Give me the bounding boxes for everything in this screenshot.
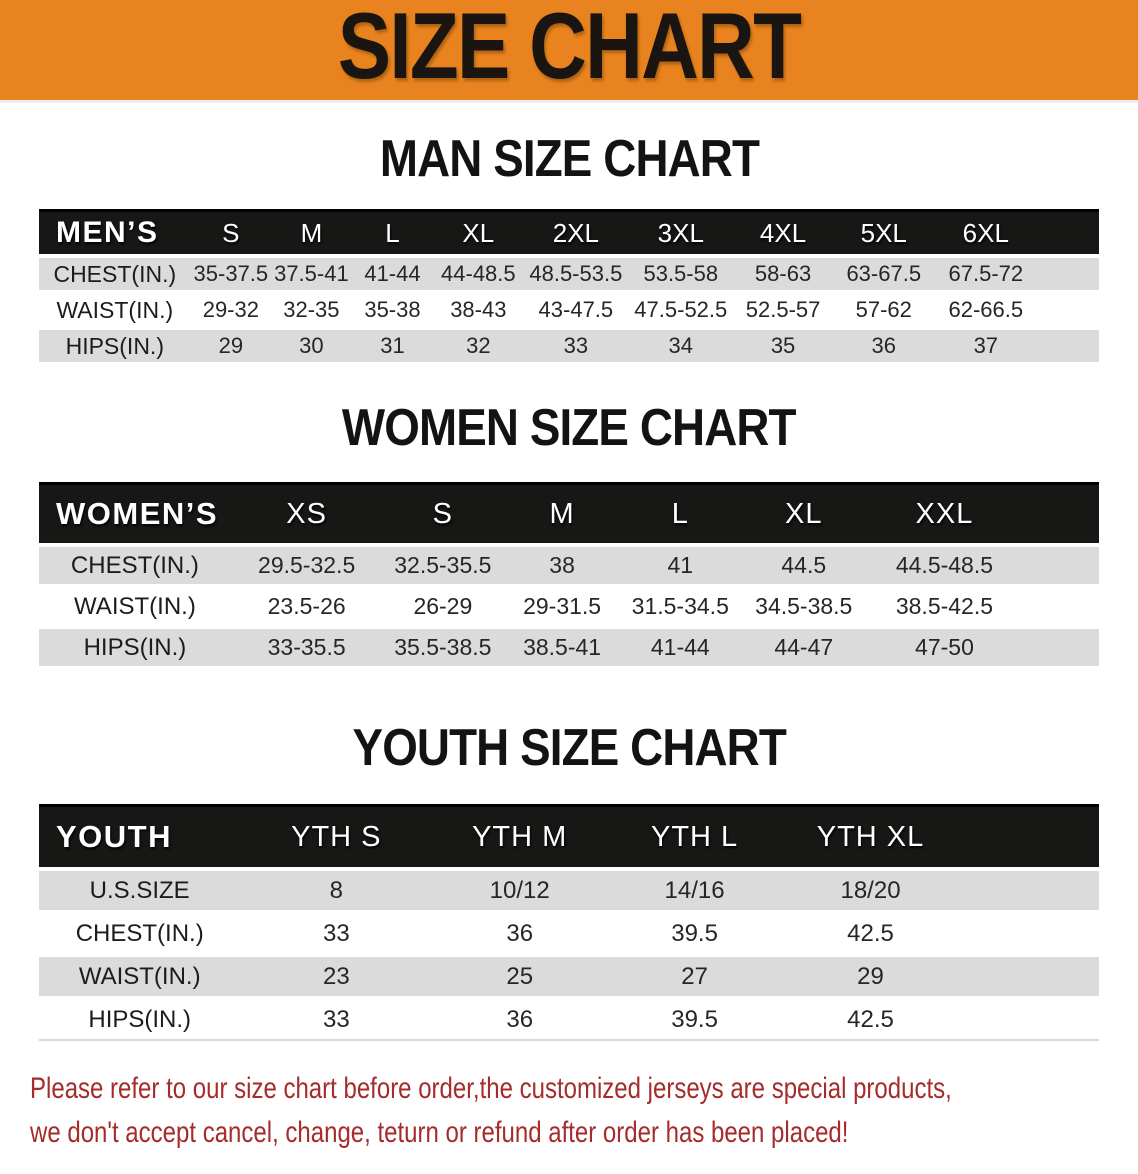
row-label: U.S.SIZE — [39, 871, 240, 914]
measurement-value: 38 — [503, 547, 621, 588]
measurement-value: 35.5-38.5 — [382, 629, 503, 670]
youth-size-table — [39, 804, 1099, 1041]
measurement-value: 39.5 — [607, 1000, 782, 1041]
measurement-value: 53.5-58 — [628, 258, 733, 294]
measurement-value: 35 — [733, 330, 833, 366]
measurement-value: 8 — [240, 871, 432, 914]
women-title-wrap — [0, 399, 1138, 457]
size-header-row — [39, 209, 1099, 258]
measurement-row — [39, 588, 1099, 629]
measurement-value: 62-66.5 — [935, 294, 1099, 330]
measurement-value: 34.5-38.5 — [740, 588, 868, 629]
measurement-value: 14/16 — [607, 871, 782, 914]
row-label: HIPS(IN.) — [39, 330, 191, 366]
section-men — [0, 130, 1138, 366]
size-column-header: 5XL — [833, 209, 935, 258]
size-column-header: YTH XL — [782, 804, 1099, 871]
table-group-label: WOMEN’S — [39, 482, 231, 547]
measurement-row — [39, 957, 1099, 1000]
measurement-value: 43-47.5 — [523, 294, 628, 330]
measurement-value: 33-35.5 — [231, 629, 383, 670]
row-label: CHEST(IN.) — [39, 547, 231, 588]
size-column-header: M — [503, 482, 621, 547]
measurement-value: 36 — [833, 330, 935, 366]
size-column-header: M — [271, 209, 352, 258]
measurement-value: 44.5-48.5 — [868, 547, 1099, 588]
measurement-row — [39, 871, 1099, 914]
measurement-value: 29 — [782, 957, 1099, 1000]
measurement-value: 33 — [240, 914, 432, 957]
measurement-value: 18/20 — [782, 871, 1099, 914]
measurement-value: 42.5 — [782, 914, 1099, 957]
size-column-header: S — [191, 209, 272, 258]
size-column-header: S — [382, 482, 503, 547]
size-column-header: 3XL — [628, 209, 733, 258]
measurement-value: 38-43 — [433, 294, 523, 330]
measurement-value: 44.5 — [740, 547, 868, 588]
row-label: CHEST(IN.) — [39, 914, 240, 957]
measurement-value: 10/12 — [432, 871, 607, 914]
size-column-header: 2XL — [523, 209, 628, 258]
measurement-row — [39, 547, 1099, 588]
order-note-line-1: Please refer to our size chart before order,the customized jerseys are special products, — [30, 1072, 952, 1105]
measurement-value: 42.5 — [782, 1000, 1099, 1041]
size-column-header: XXL — [868, 482, 1099, 547]
measurement-value: 25 — [432, 957, 607, 1000]
measurement-value: 35-38 — [352, 294, 434, 330]
measurement-value: 37.5-41 — [271, 258, 352, 294]
order-note-line-2: we don't accept cancel, change, teturn or refund after order has been placed! — [30, 1115, 849, 1149]
measurement-value: 52.5-57 — [733, 294, 833, 330]
measurement-value: 29.5-32.5 — [231, 547, 383, 588]
measurement-value: 32 — [433, 330, 523, 366]
size-column-header: XL — [433, 209, 523, 258]
measurement-value: 35-37.5 — [191, 258, 272, 294]
measurement-value: 29-32 — [191, 294, 272, 330]
table-group-label: MEN’S — [39, 209, 191, 258]
size-column-header: L — [352, 209, 434, 258]
measurement-value: 31 — [352, 330, 434, 366]
measurement-value: 31.5-34.5 — [621, 588, 740, 629]
size-column-header: XS — [231, 482, 383, 547]
measurement-value: 36 — [432, 1000, 607, 1041]
men-section-title: MAN SIZE CHART — [379, 130, 759, 188]
men-title-wrap — [0, 130, 1138, 188]
measurement-row — [39, 294, 1099, 330]
measurement-value: 38.5-42.5 — [868, 588, 1099, 629]
size-header-row — [39, 482, 1099, 547]
measurement-value: 47-50 — [868, 629, 1099, 670]
row-label: HIPS(IN.) — [39, 1000, 240, 1041]
measurement-value: 58-63 — [733, 258, 833, 294]
measurement-value: 29-31.5 — [503, 588, 621, 629]
row-label: HIPS(IN.) — [39, 629, 231, 670]
size-column-header: YTH S — [240, 804, 432, 871]
measurement-value: 48.5-53.5 — [523, 258, 628, 294]
measurement-value: 41-44 — [621, 629, 740, 670]
order-note — [30, 1067, 1138, 1154]
measurement-row — [39, 629, 1099, 670]
measurement-row — [39, 330, 1099, 366]
measurement-value: 37 — [935, 330, 1099, 366]
measurement-value: 44-47 — [740, 629, 868, 670]
measurement-value: 39.5 — [607, 914, 782, 957]
measurement-row — [39, 258, 1099, 294]
measurement-row — [39, 914, 1099, 957]
measurement-value: 32.5-35.5 — [382, 547, 503, 588]
measurement-value: 67.5-72 — [935, 258, 1099, 294]
measurement-value: 30 — [271, 330, 352, 366]
measurement-value: 57-62 — [833, 294, 935, 330]
youth-title-wrap — [0, 719, 1138, 777]
women-section-title: WOMEN SIZE CHART — [342, 399, 796, 457]
page-title: SIZE CHART — [337, 0, 801, 98]
measurement-value: 38.5-41 — [503, 629, 621, 670]
row-label: WAIST(IN.) — [39, 588, 231, 629]
measurement-value: 23 — [240, 957, 432, 1000]
row-label: WAIST(IN.) — [39, 294, 191, 330]
measurement-value: 33 — [240, 1000, 432, 1041]
section-youth — [0, 719, 1138, 1041]
row-label: WAIST(IN.) — [39, 957, 240, 1000]
measurement-value: 63-67.5 — [833, 258, 935, 294]
measurement-value: 33 — [523, 330, 628, 366]
size-column-header: YTH M — [432, 804, 607, 871]
measurement-row — [39, 1000, 1099, 1041]
table-group-label: YOUTH — [39, 804, 240, 871]
measurement-value: 44-48.5 — [433, 258, 523, 294]
womens-size-table — [39, 482, 1099, 670]
measurement-value: 41-44 — [352, 258, 434, 294]
size-column-header: YTH L — [607, 804, 782, 871]
measurement-value: 23.5-26 — [231, 588, 383, 629]
size-header-row — [39, 804, 1099, 871]
measurement-value: 32-35 — [271, 294, 352, 330]
measurement-value: 47.5-52.5 — [628, 294, 733, 330]
measurement-value: 36 — [432, 914, 607, 957]
size-column-header: XL — [740, 482, 868, 547]
measurement-value: 27 — [607, 957, 782, 1000]
measurement-value: 41 — [621, 547, 740, 588]
size-column-header: L — [621, 482, 740, 547]
banner — [0, 0, 1138, 103]
size-column-header: 6XL — [935, 209, 1099, 258]
youth-section-title: YOUTH SIZE CHART — [352, 719, 786, 777]
size-column-header: 4XL — [733, 209, 833, 258]
measurement-value: 26-29 — [382, 588, 503, 629]
mens-size-table — [39, 209, 1099, 366]
section-women — [0, 399, 1138, 670]
row-label: CHEST(IN.) — [39, 258, 191, 294]
measurement-value: 34 — [628, 330, 733, 366]
measurement-value: 29 — [191, 330, 272, 366]
